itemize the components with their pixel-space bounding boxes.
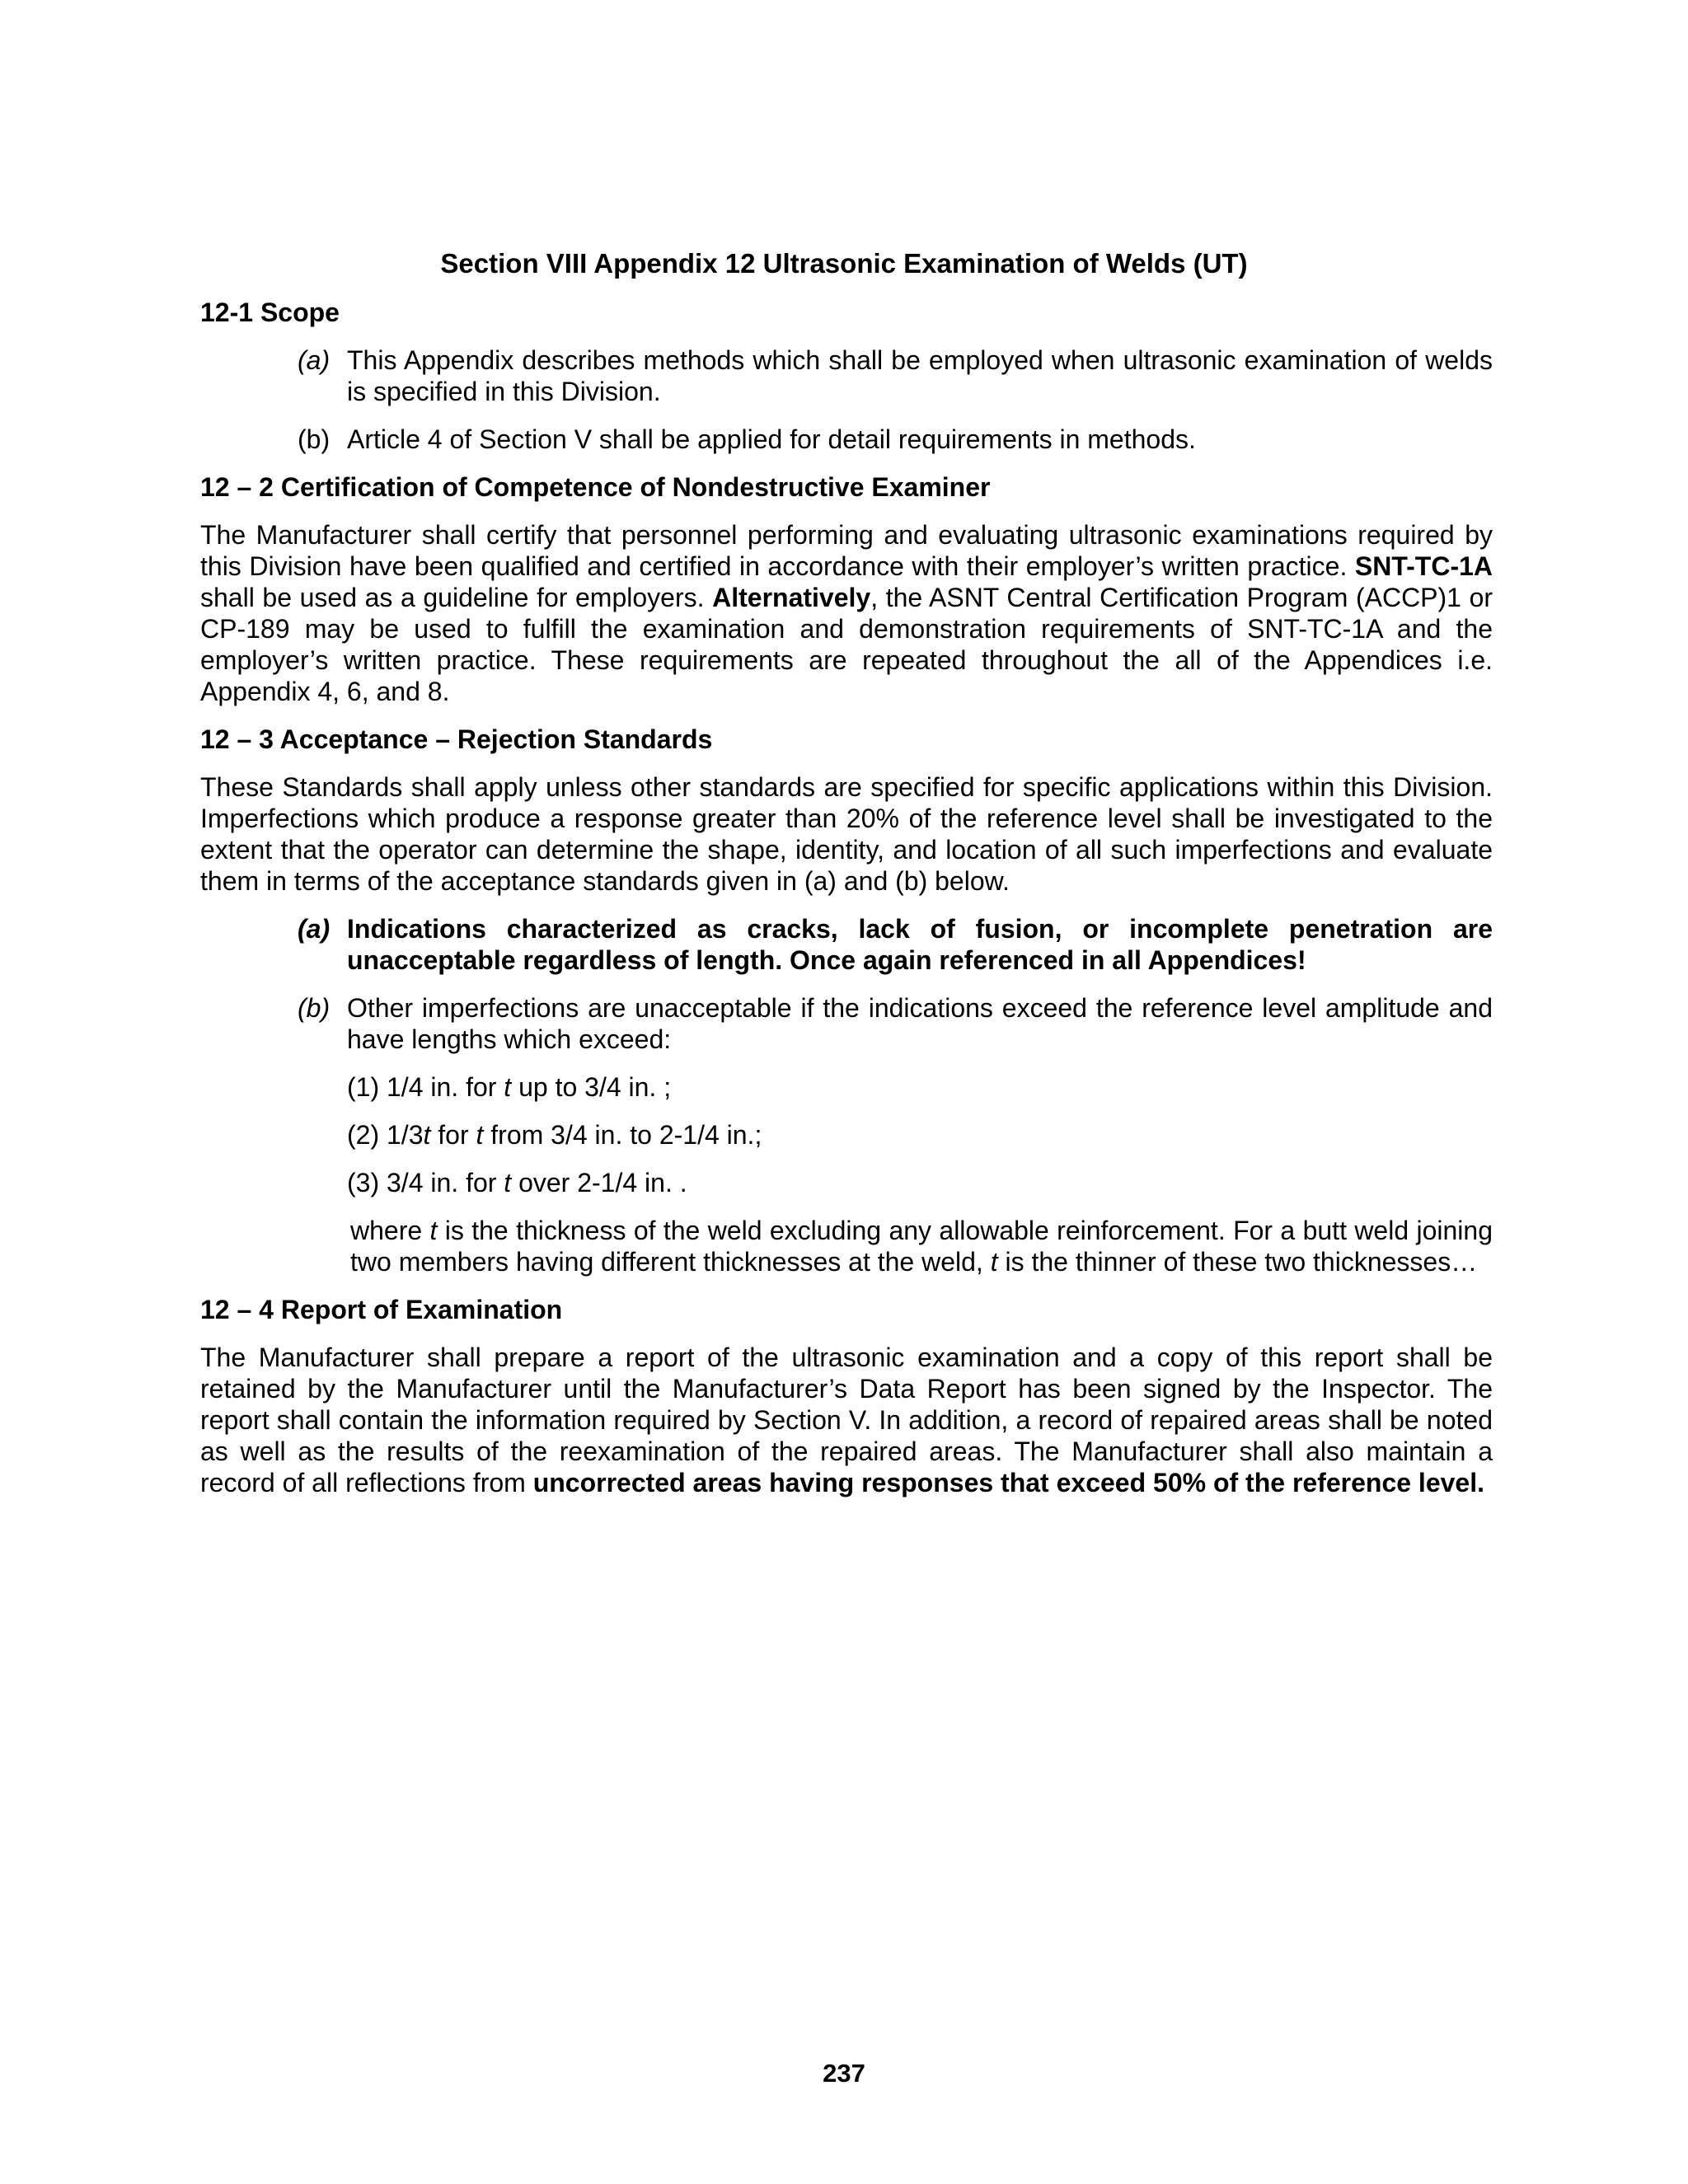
acceptance-sub-3 — [347, 1167, 1493, 1198]
thickness-variable: t — [504, 1072, 512, 1102]
acceptance-sub-1 — [347, 1071, 1493, 1103]
report-paragraph — [200, 1342, 1493, 1498]
certification-text-1: The Manufacturer shall certify that personnel performing and evaluating ultrasonic examinations required by this Division have been qualified and certified in accordance with their employer’s written practice. — [200, 520, 1493, 581]
where-suffix: is the thinner of these two thicknesses… — [1005, 1247, 1478, 1277]
sub-2-prefix: (2) 1/3 — [347, 1120, 424, 1150]
sub-1-prefix: (1) 1/4 in. for — [347, 1072, 497, 1102]
thickness-variable: t — [423, 1120, 431, 1150]
sub-1-suffix: up to 3/4 in. ; — [518, 1072, 672, 1102]
document-body — [200, 297, 1493, 1515]
acceptance-where-note — [350, 1215, 1493, 1277]
sub-2-suffix: from 3/4 in. to 2-1/4 in.; — [490, 1120, 762, 1150]
scope-heading: 12-1 Scope — [200, 298, 340, 327]
acceptance-item-b — [298, 992, 1493, 1055]
acceptance-sub-2 — [347, 1119, 1493, 1151]
certification-text-2: shall be used as a guideline for employers. — [200, 583, 705, 612]
report-heading: 12 – 4 Report of Examination — [200, 1295, 563, 1324]
acceptance-heading: 12 – 3 Acceptance – Rejection Standards — [200, 724, 713, 754]
acceptance-item-a-text: Indications characterized as cracks, lack of fusion, or incomplete penetration are unacceptable regardless of length. Once again referenced in all Appendices! — [347, 914, 1493, 975]
sub-2-middle: for — [438, 1120, 469, 1150]
certification-paragraph — [200, 519, 1493, 707]
acceptance-item-a — [298, 913, 1493, 976]
page-title: Section VIII Appendix 12 Ultrasonic Examination of Welds (UT) — [440, 248, 1248, 279]
thickness-variable: t — [476, 1120, 484, 1150]
report-text: The Manufacturer shall prepare a report of the ultrasonic examination and a copy of this report shall be retained by the Manufacturer until the Manufacturer’s Data Report has been signed by the Inspector. The report shall contain the information required by Section V. In addition, a record of repaired areas shall be noted as well as the results of the reexamination of the repaired areas. The Manufacturer shall also maintain a record of all reflections from — [200, 1343, 1493, 1497]
where-middle: is the thickness of the weld excluding any allowable reinforcement. For a butt weld joining two members having different thicknesses at the weld, — [350, 1216, 1493, 1277]
scope-item-a-marker: (a) — [298, 345, 331, 375]
report-bold-text: uncorrected areas having responses that exceed 50% of the reference level. — [532, 1468, 1484, 1497]
where-prefix: where — [350, 1216, 423, 1245]
alternatively-bold: Alternatively — [712, 583, 871, 612]
sub-3-prefix: (3) 3/4 in. for — [347, 1168, 497, 1197]
acceptance-item-b-text: Other imperfections are unacceptable if the indications exceed the reference level amplitude and have lengths which exceed: — [347, 993, 1493, 1054]
scope-item-b-marker: (b) — [298, 424, 331, 454]
page-number: 237 — [823, 2059, 865, 2088]
scope-item-b — [298, 424, 1493, 455]
thickness-variable: t — [429, 1216, 438, 1245]
thickness-variable: t — [504, 1168, 512, 1197]
acceptance-item-a-marker: (a) — [298, 914, 331, 944]
certification-heading: 12 – 2 Certification of Competence of Nondestructive Examiner — [200, 472, 991, 502]
certification-text-3: , the ASNT Central Certification Program (ACCP)1 or CP-189 may be used to fulfill the examination and demonstration requirements of SNT-TC-1A and the employer’s written practice. These requirements are repeated throughout the all of the Appendices i.e. Appendix 4, 6, and 8. — [200, 583, 1493, 706]
acceptance-item-b-marker: (b) — [298, 993, 331, 1023]
thickness-variable: t — [990, 1247, 998, 1277]
scope-item-b-text: Article 4 of Section V shall be applied for detail requirements in methods. — [347, 424, 1196, 454]
sub-3-suffix: over 2-1/4 in. . — [518, 1168, 687, 1197]
acceptance-intro: These Standards shall apply unless other standards are specified for specific applications within this Division. Imperfections which produce a response greater than 20% of the reference level shall be investigated to the extent that the operator can determine the shape, identity, and location of all such imperfections and evaluate them in terms of the acceptance standards given in (a) and (b) below. — [200, 772, 1493, 896]
scope-item-a-text: This Appendix describes methods which shall be employed when ultrasonic examination of welds is specified in this Division. — [347, 345, 1493, 406]
snt-tc-1a-bold: SNT-TC-1A — [1354, 551, 1493, 581]
scope-item-a — [298, 344, 1493, 407]
